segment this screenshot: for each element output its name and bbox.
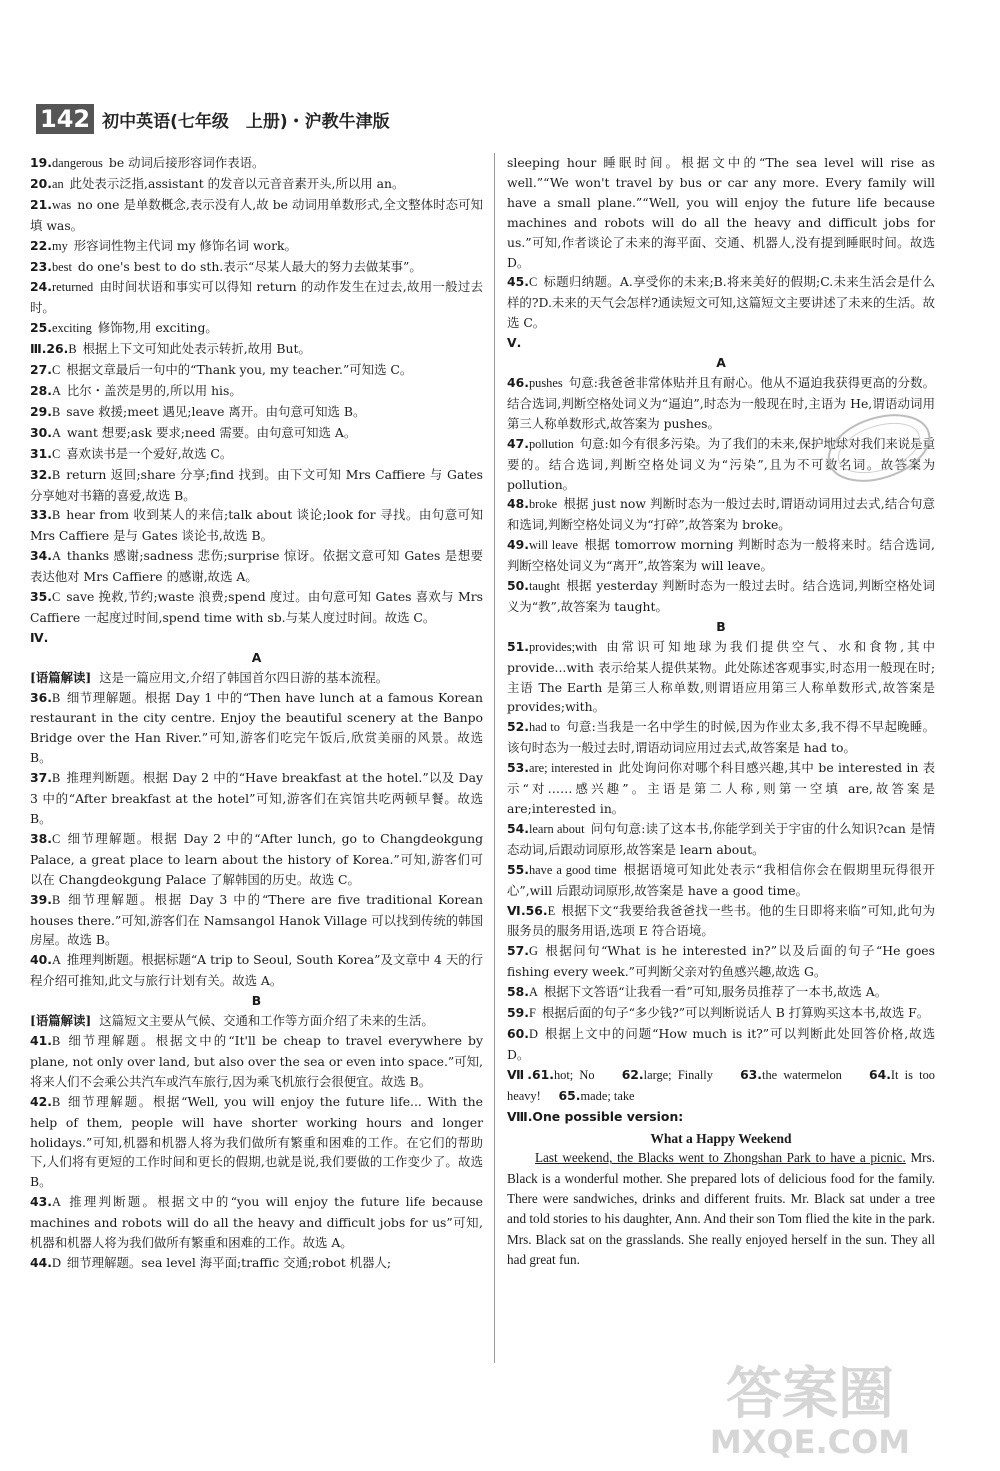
answer-explanation: 根据下文“我要给我爸爸找一些书。他的生日即将来临”可知,此句为服务员的服务用语,选项 E 符合语境。 (507, 902, 935, 939)
answer-entry (30, 890, 483, 951)
answer-number: 46. (507, 374, 529, 390)
answer-explanation: 这是一篇应用文,介绍了韩国首尔四日游的基本流程。 (99, 669, 389, 685)
answer-explanation: be 动词后接形容词作表语。 (108, 155, 265, 170)
answer-number: 65. (558, 1087, 581, 1103)
answer-value: B (51, 1033, 61, 1048)
answer-entry (507, 717, 935, 758)
answer-explanation: 根据 tomorrow morning 判断时态为一般将来时。结合选词,判断空格处词义为“离开”,故答案为 will leave。 (507, 537, 935, 574)
answer-number: 58. (507, 984, 529, 1000)
answer-entry (30, 381, 483, 402)
answer-number: 48. (507, 496, 529, 512)
answer-explanation: 细节理解题。sea level 海平面;traffic 交通;robot 机器人; (66, 1254, 392, 1270)
answer-entry (30, 153, 483, 174)
answer-explanation: 句意:如今有很多污染。为了我们的未来,保护地球对我们来说是重要的。结合选词,判断空格处词义为“污染”,且为不可数名词。故答案为 pollution。 (507, 435, 935, 492)
answer-explanation: 根据上文中的问题“How much is it?”可以判断此处回答价格,故选 D。 (507, 1025, 935, 1062)
answer-value: dangerous (51, 156, 103, 170)
answer-entry (30, 1192, 483, 1253)
answer-entry (30, 318, 483, 339)
answer-number: 30. (30, 424, 52, 440)
answer-number: 50. (507, 578, 529, 594)
answer-number: 28. (30, 382, 52, 398)
answer-number: 39. (30, 891, 52, 907)
answer-explanation: 根据文章最后一句中的“Thank you, my teacher.”可知选 C。 (66, 362, 413, 378)
answer-number: 31. (30, 445, 52, 461)
answer-number: 35. (30, 589, 52, 605)
answer-value: C (51, 831, 61, 846)
answer-number: 55. (507, 861, 529, 877)
answer-entry (30, 236, 483, 257)
answer-entry (30, 1253, 483, 1274)
answer-entry (30, 1031, 483, 1092)
column-divider (494, 153, 495, 1363)
essay-title: What a Happy Weekend (650, 1130, 792, 1146)
answer-value: A (528, 985, 538, 1000)
answer-number: 32. (30, 466, 52, 482)
answer-value: E (547, 903, 556, 918)
answer-number: 59. (507, 1005, 529, 1021)
answer-entry (30, 668, 483, 688)
answer-entry (507, 576, 935, 617)
answer-number: 27. (30, 362, 52, 378)
answer-number: 52. (507, 719, 529, 735)
answer-value: C (51, 446, 61, 461)
page-header (36, 102, 390, 136)
answer-explanation: 由常识可知地球为我们提供空气、水和食物,其中 provide...with 表示给某人提供某物。此处陈述客观事实,时态用一般现在时;主语 The Earth 是第三人称单数,则谓语应用第三人称单数形式,故答案是 provides;with。 (507, 638, 935, 715)
essay-text: Mrs. Black is a wonderful mother. She prepared lots of delicious food for the family. There were sandwiches, drinks and different fruits. Mr. Black sat under a tree and told stories to his daughter, Ann. And their son Tom flied the kite in the park. Mrs. Black sat on the grasslands. She really enjoyed herself in the sun. They all had great fun. (507, 1150, 936, 1267)
answer-entry (30, 688, 483, 769)
answer-entry (30, 1092, 483, 1193)
answer-entry (30, 174, 483, 195)
answer-value: B (51, 467, 61, 482)
answer-value: B (68, 342, 77, 357)
answer-entry (30, 1011, 483, 1031)
answer-value: taught (528, 579, 560, 594)
answer-number: 60. (507, 1025, 529, 1041)
answer-value: learn about (528, 821, 585, 836)
answer-explanation: 细节理解题。根据“Well, you will enjoy the future life... With the help of them, people will have shorter working hours and longer holidays.”可知,机器和机器人将为我们做所有繁重和困难的工作。在它们的帮助下,人们将有更短的工作时间和更长的假期,也就是说,我们要做的工作变少了。故选 B。 (30, 1093, 483, 1190)
answer-entry (30, 195, 483, 236)
answer-entry (507, 941, 935, 982)
answer-value: G (528, 944, 538, 959)
answer-value: F (528, 1006, 536, 1021)
answer-value: have a good time (528, 862, 617, 877)
answer-explanation: thanks 感谢;sadness 悲伤;surprise 惊讶。依据文意可知 Gates 是想要表达他对 Mrs Caffiere 的感谢,故选 A。 (30, 548, 483, 585)
answer-62: large; Finally (643, 1067, 713, 1082)
answer-number: 41. (30, 1032, 52, 1048)
answer-value: D (528, 1026, 538, 1041)
answer-explanation: 根据下文答语“让我看一看”可知,服务员推荐了一本书,故选 A。 (543, 984, 888, 1000)
answer-64: It is too heavy! (507, 1067, 935, 1103)
answer-explanation: 标题归纳题。A.享受你的未来;B.将来美好的假期;C.未来生活会是什么样的?D.未来的天气会怎样?通读短文可知,这篇短文主要讲述了未来的生活。故选 C。 (507, 274, 935, 331)
answer-value: A (51, 953, 61, 968)
answer-value: my (51, 238, 68, 253)
answer-entry (30, 505, 483, 546)
answers-36-40 (30, 668, 483, 992)
section-4a-heading: A (251, 649, 262, 665)
answer-value: was (51, 197, 72, 212)
answer-number: 49. (507, 537, 529, 553)
answer-number: 62. (621, 1066, 644, 1082)
answer-number: 23. (30, 258, 52, 274)
answer-value: are; interested in (528, 761, 613, 776)
answer-value: pushes (528, 375, 563, 390)
answer-entry (30, 257, 483, 278)
answer-number: 44. (30, 1254, 52, 1270)
answer-value: A (51, 383, 61, 398)
answer-value: B (51, 508, 61, 523)
answer-explanation: 根据上下文可知此处表示转折,故用 But。 (82, 341, 311, 357)
answer-explanation: save 救援;meet 遇见;leave 离开。由句意可知选 B。 (66, 403, 366, 419)
answer-63: the watermelon (762, 1067, 842, 1082)
answer-value: B (51, 771, 61, 786)
answer-explanation: 这篇短文主要从气候、交通和工作等方面介绍了未来的生活。 (99, 1013, 434, 1029)
answer-entry (30, 950, 483, 991)
answer-number: 36. (30, 689, 52, 705)
answer-entry (507, 758, 935, 819)
answer-entry (507, 1003, 935, 1024)
answer-value: C (528, 275, 538, 290)
answer-explanation: 根据问句“What is he interested in?”以及后面的句子“He goes fishing every week.”可判断父亲对钓鱼感兴趣,故选 G。 (507, 943, 935, 980)
answer-explanation: 根据后面的句子“多少钱?”可以判断说话人 B 打算购买这本书,故选 F。 (541, 1005, 930, 1021)
answer-number: 45. (507, 274, 529, 290)
answer-number: 22. (30, 237, 52, 253)
answer-entry (30, 360, 483, 381)
answer-explanation: 细节理解题。根据文中的“It'll be cheap to travel everywhere by plane, not only over land, but also over the sea or even into space.”可知,将来人们不会乘公共汽车或汽车旅行,因为乘飞机旅行会很便宜。故选 B。 (30, 1032, 483, 1089)
answer-61: hot; No (553, 1067, 595, 1082)
stamp-graphic (820, 408, 938, 488)
answer-entry (30, 339, 483, 360)
answer-entry (30, 423, 483, 444)
answer-45 (507, 272, 935, 333)
answer-entry (507, 860, 935, 901)
answer-explanation: 由时间状语和事实可以得知 return 的动作发生在过去,故用一般过去时。 (30, 279, 483, 316)
answer-explanation: 句意:我爸爸非常体贴并且有耐心。他从不逼迫我获得更高的分数。结合选词,判断空格处词义为“逼迫”,时态为一般现在时,主语为 He,谓语动词用第三人称单数形式,故答案为 pushes。 (507, 374, 935, 431)
section-4-label: Ⅳ. (30, 629, 49, 645)
answer-number: 19. (30, 155, 52, 170)
answer-explanation: return 返回;share 分享;find 找到。由下文可知 Mrs Caffiere 与 Gates 分享她对书籍的喜爱,故选 B。 (30, 466, 483, 503)
answer-explanation: 形容词性物主代词 my 修饰名词 work。 (73, 237, 297, 253)
answer-value: A (51, 1195, 61, 1210)
answer-value: an (51, 176, 64, 191)
answer-entry (507, 1024, 935, 1065)
answer-value: D (51, 1255, 61, 1270)
page-number: 142 (36, 104, 94, 134)
answer-explanation: 喜欢读书是一个爱好,故选 C。 (66, 445, 233, 461)
answer-explanation: 句意:当我是一名中学生的时候,因为作业太多,我不得不早起晚睡。该句时态为一般过去时,谓语动词应用过去式,故答案是 had to。 (507, 719, 935, 756)
answer-number: 47. (507, 435, 529, 451)
answers-51-55 (507, 637, 935, 901)
answers-41-44 (30, 1011, 483, 1274)
essay-topic-sentence: Last weekend, the Blacks went to Zhongshan Park to have a picnic. (535, 1150, 906, 1166)
answer-value: C (51, 363, 61, 378)
left-column (30, 153, 483, 1274)
answer-explanation: 细节理解题。根据 Day 1 中的“Then have lunch at a famous Korean restaurant in the city centre. Enjoy the beautiful scenery at the Banpo Bridge over the Han River.”可知,游客们吃完午饭后,欣赏美丽的风景。故选 B。 (30, 689, 483, 766)
section-5-label: Ⅴ. (507, 335, 522, 351)
answer-entry (30, 465, 483, 506)
answer-explanation: 根据语境可知此处表示“我相信你会在假期里玩得很开心”,will 后跟动词原形,故答案是 have a good time。 (507, 861, 935, 898)
passage-analysis-tag: [语篇解读] (30, 669, 92, 685)
answer-entry (30, 546, 483, 587)
answer-entry (507, 637, 935, 718)
answer-explanation: no one 是单数概念,表示没有人,故 be 动词用单数形式,全文整体时态可知填 was。 (30, 196, 483, 233)
answer-number: 57. (507, 943, 529, 959)
answer-number: 42. (30, 1093, 52, 1109)
answer-explanation: 修饰物,用 exciting。 (97, 320, 218, 336)
answer-value: broke (528, 497, 558, 512)
answer-number: Ⅶ.61. (507, 1066, 554, 1082)
answer-explanation: want 想要;ask 要求;need 需要。由句意可知选 A。 (66, 424, 357, 440)
answer-explanation: 推理判断题。根据 Day 2 中的“Have breakfast at the hotel.”以及 Day 3 中的“After breakfast at the hotel”可知,游客们在宾馆共吃两顿早餐。故选 B。 (30, 770, 483, 826)
answer-number: 54. (507, 820, 529, 836)
answer-explanation: 问句句意:读了这本书,你能学到关于宇宙的什么知识?can 是情态动词,后跟动词原形,故答案是 learn about。 (507, 820, 935, 857)
answer-entry (30, 402, 483, 423)
answer-number: 24. (30, 279, 52, 295)
answer-value: provides;with (528, 639, 598, 654)
answer-explanation: do one's best to do sth.表示“尽某人最大的努力去做某事”。 (77, 258, 422, 274)
watermark-logo (680, 1351, 940, 1461)
answer-number: 63. (740, 1066, 763, 1082)
section-8-label: Ⅷ.One possible version: (507, 1108, 684, 1124)
answer-explanation: 细节理解题。根据 Day 3 中的“There are five traditional Korean houses there.”可知,游客们在 Namsangol Hanok Village 可以找到传统的韩国房屋。故选 B。 (30, 891, 483, 948)
answer-value: best (51, 259, 72, 274)
answer-explanation: 根据 just now 判断时态为一般过去时,谓语动词用过去式,结合句意和选词,判断空格处词义为“打碎”,故答案为 broke。 (507, 496, 935, 533)
answer-entry (30, 829, 483, 890)
answer-number: 43. (30, 1194, 52, 1210)
answer-entry (507, 535, 935, 576)
answer-number: Ⅲ.26. (30, 341, 69, 357)
answer-explanation: 根据 yesterday 判断时态为一般过去时。结合选词,判断空格处词义为“教”,故答案为 taught。 (507, 578, 935, 614)
answer-number: 38. (30, 830, 52, 846)
section-5a-heading: A (716, 355, 726, 371)
answers-19-35 (30, 153, 483, 628)
answer-entry (30, 277, 483, 318)
answer-entry (30, 444, 483, 465)
answer-entry (507, 982, 935, 1003)
answer-entry (507, 819, 935, 860)
answer-value: will leave (528, 538, 578, 553)
passage-analysis-tag: [语篇解读] (30, 1013, 92, 1029)
answer-value: exciting (51, 321, 92, 336)
answer-value: A (51, 425, 61, 440)
answers-56-60 (507, 901, 935, 1065)
book-title: 初中英语(七年级 上册)・沪教牛津版 (102, 111, 390, 132)
answer-value: returned (51, 280, 94, 295)
watermark-bottom-text: MXQE.COM (709, 1423, 911, 1461)
answer-number: 29. (30, 403, 52, 419)
answer-explanation: 比尔・盖茨是男的,所以用 his。 (66, 382, 242, 398)
answer-explanation: 细节理解题。根据 Day 2 中的“After lunch, go to Changdeokgung Palace, a great place to learn about the history of Korea.”可知,游客们可以在 Changdeokgung Palace 了解韩国的历史。故选 C。 (30, 830, 483, 887)
answer-number: 25. (30, 320, 52, 336)
answer-value: B (51, 892, 61, 907)
answer-explanation: 推理判断题。根据标题“A trip to Seoul, South Korea”及文章中 4 天的行程介绍可推知,此文与旅行计划有关。故选 A。 (30, 952, 483, 989)
answer-number: 64. (868, 1066, 891, 1082)
answer-number: Ⅵ.56. (507, 902, 548, 918)
answer-65: made; take (580, 1088, 635, 1103)
answer-explanation: save 挽救,节约;waste 浪费;spend 度过。由句意可知 Gates 喜欢与 Mrs Caffiere 一起度过时间,spend time with sb.与某人度过时间。故选 C。 (30, 589, 483, 625)
answer-value: B (51, 404, 61, 419)
answer-value: B (51, 1094, 61, 1109)
answer-entry (30, 587, 483, 628)
answer-explanation: 此处表示泛指,assistant 的发音以元音音素开头,所以用 an。 (69, 175, 405, 191)
answer-value: pollution (528, 436, 574, 451)
watermark-top-text: 答案圈 (726, 1362, 894, 1427)
answer-value: B (51, 690, 61, 705)
answer-number: 53. (507, 760, 529, 776)
answer-entry (507, 494, 935, 535)
answer-number: 37. (30, 770, 52, 786)
answer-number: 40. (30, 952, 52, 968)
answer-44-continued: sleeping hour 睡眠时间。根据文中的“The sea level will rise as well.”“We won't travel by bus or car any more. Every family will have a small plane.”“Well, you will enjoy the future life because machines and robots will do all the heavy and difficult jobs for us.”可知,作者谈论了未来的海平面、交通、机器人,没有提到睡眠时间。故选 D。 (507, 155, 935, 270)
answer-number: 20. (30, 175, 52, 191)
section-4b-heading: B (251, 993, 262, 1009)
answer-value: C (51, 590, 61, 605)
answer-entry (507, 901, 935, 942)
answer-explanation: hear from 收到某人的来信;talk about 谈论;look for 寻找。由句意可知 Mrs Caffiere 是与 Gates 谈论书,故选 B。 (30, 507, 483, 544)
answer-value: A (51, 549, 61, 564)
right-column (507, 153, 935, 1270)
essay-body (507, 1148, 935, 1270)
answer-number: 33. (30, 507, 52, 523)
answer-number: 51. (507, 638, 529, 654)
section-5b-heading: B (716, 618, 726, 634)
answer-number: 34. (30, 548, 52, 564)
answers-61-65 (507, 1065, 935, 1107)
answer-number: 21. (30, 196, 52, 212)
answer-entry (30, 768, 483, 829)
answer-explanation: 此处询问你对哪个科目感兴趣,其中 be interested in 表示“对……感兴趣”。主语是第二人称,则第一空填 are,故答案是 are;interested in。 (507, 760, 935, 816)
answer-value: had to (528, 720, 560, 735)
answer-explanation: 推理判断题。根据文中的“you will enjoy the future life because machines and robots will do all the heavy and difficult jobs for us”可知,机器和机器人将为我们做所有繁重和困难的工作。故选 A。 (30, 1194, 483, 1251)
